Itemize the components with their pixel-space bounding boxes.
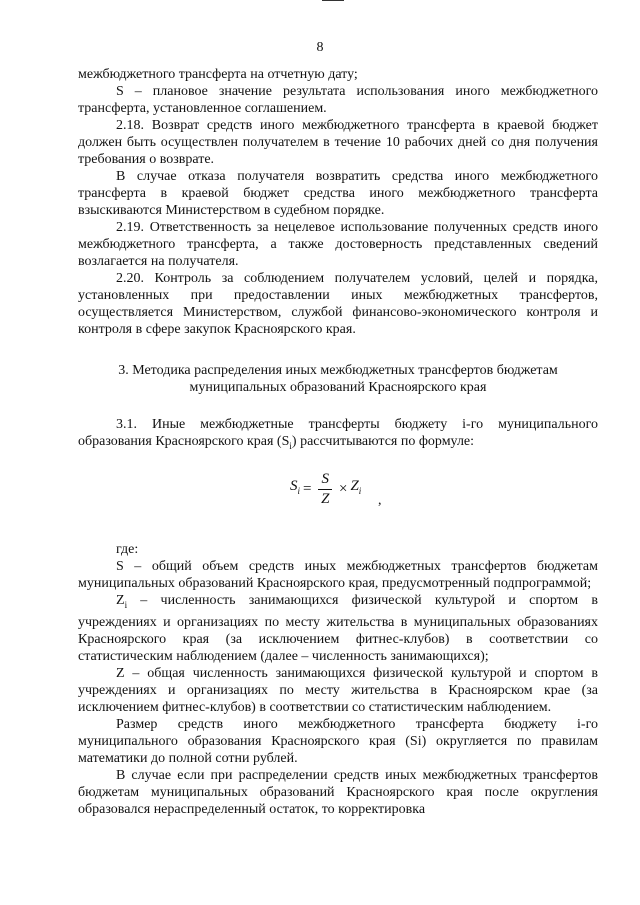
formula-block [78,461,598,541]
formula-fraction [318,471,332,508]
formula-equals: = [303,480,312,497]
paragraph-2-18: 2.18. Возврат средств иного межбюджетного трансферта в краевой бюджет должен быть осуществлен получателем в течение 10 рабочих дней со дня получения требования о возврате. [78,118,598,167]
section-heading [78,362,598,396]
paragraph-remainder: В случае если при распределении средств иных межбюджетных трансфертов бюджетам муниципальных образований Красноярского края после округления образовался нераспределенный остаток, то корректировка [78,767,598,817]
formula-times: × [338,480,348,497]
paragraph-2-19: 2.19. Ответственность за нецелевое использование полученных средств иного межбюджетного трансферта, а также достоверность представленных сведений возлагается на получателя. [78,220,598,269]
paragraph-refusal: В случае отказа получателя возвратить средства иного межбюджетного трансферта в краевой бюджет средства иного межбюджетного трансферта взыскиваются Министерством в судебном порядке. [78,169,598,218]
definition-z: Z – общая численность занимающихся физической культурой и спортом в учреждениях и организациях по месту жительства в Красноярском крае (за исключением фитнес-клубов) в соответствии со статистическим наблюдением. [78,665,598,715]
top-edge-mark [322,0,344,1]
formula-lhs: $S_i$ [290,478,301,497]
page-number: 8 [316,40,324,55]
paragraph-continuation: межбюджетного трансферта на отчетную дату; [78,67,358,82]
paragraph-3-1 [78,416,598,455]
intro-subscript: i [289,440,292,451]
paragraph-s-definition: S – плановое значение результата использования иного межбюджетного трансферта, установленное соглашением. [78,84,598,116]
formula [290,471,361,508]
paragraph-2-20: 2.20. Контроль за соблюдением получателем условий, целей и порядка, установленных при предоставлении иных межбюджетных трансфертов, осуществляется Министерством, службой финансово-экономического контроля и контроля в сфере закупок Красноярского края. [78,271,598,337]
definition-s: S – общий объем средств иных межбюджетных трансфертов бюджетам муниципальных образований Красноярского края, предусмотренный подпрограммой; [78,558,598,591]
section-heading-line2: муниципальных образований Красноярского края [189,380,487,395]
formula-numerator: S [318,471,332,490]
formula-zi: $Z_i$ [350,478,362,497]
definition-zi: $Z_i$ – численность занимающихся физической культурой и спортом в учреждениях и организациях по месту жительства в муниципальных образованиях Красноярского края (за исключением фитнес-клубов) в соответствии со статистическим наблюдением (далее – численность занимающихся); [78,592,598,664]
formula-comma: , [378,492,382,508]
formula-denominator: Z [321,490,330,507]
document-body [78,66,598,818]
where-label: где: [116,541,139,557]
intro-text-end: ) рассчитываются по формуле: [291,434,475,449]
paragraph-rounding: Размер средств иного межбюджетного трансферта бюджету i-го муниципального образования Красноярского края (Si) округляется по правилам математики до полной сотни рублей. [78,716,598,766]
section-heading-line1: 3. Методика распределения иных межбюджетных трансфертов бюджетам [118,363,558,378]
intro-text: 3.1. Иные межбюджетные трансферты бюджету i-го муниципального образования Красноярского края (S [78,417,598,449]
